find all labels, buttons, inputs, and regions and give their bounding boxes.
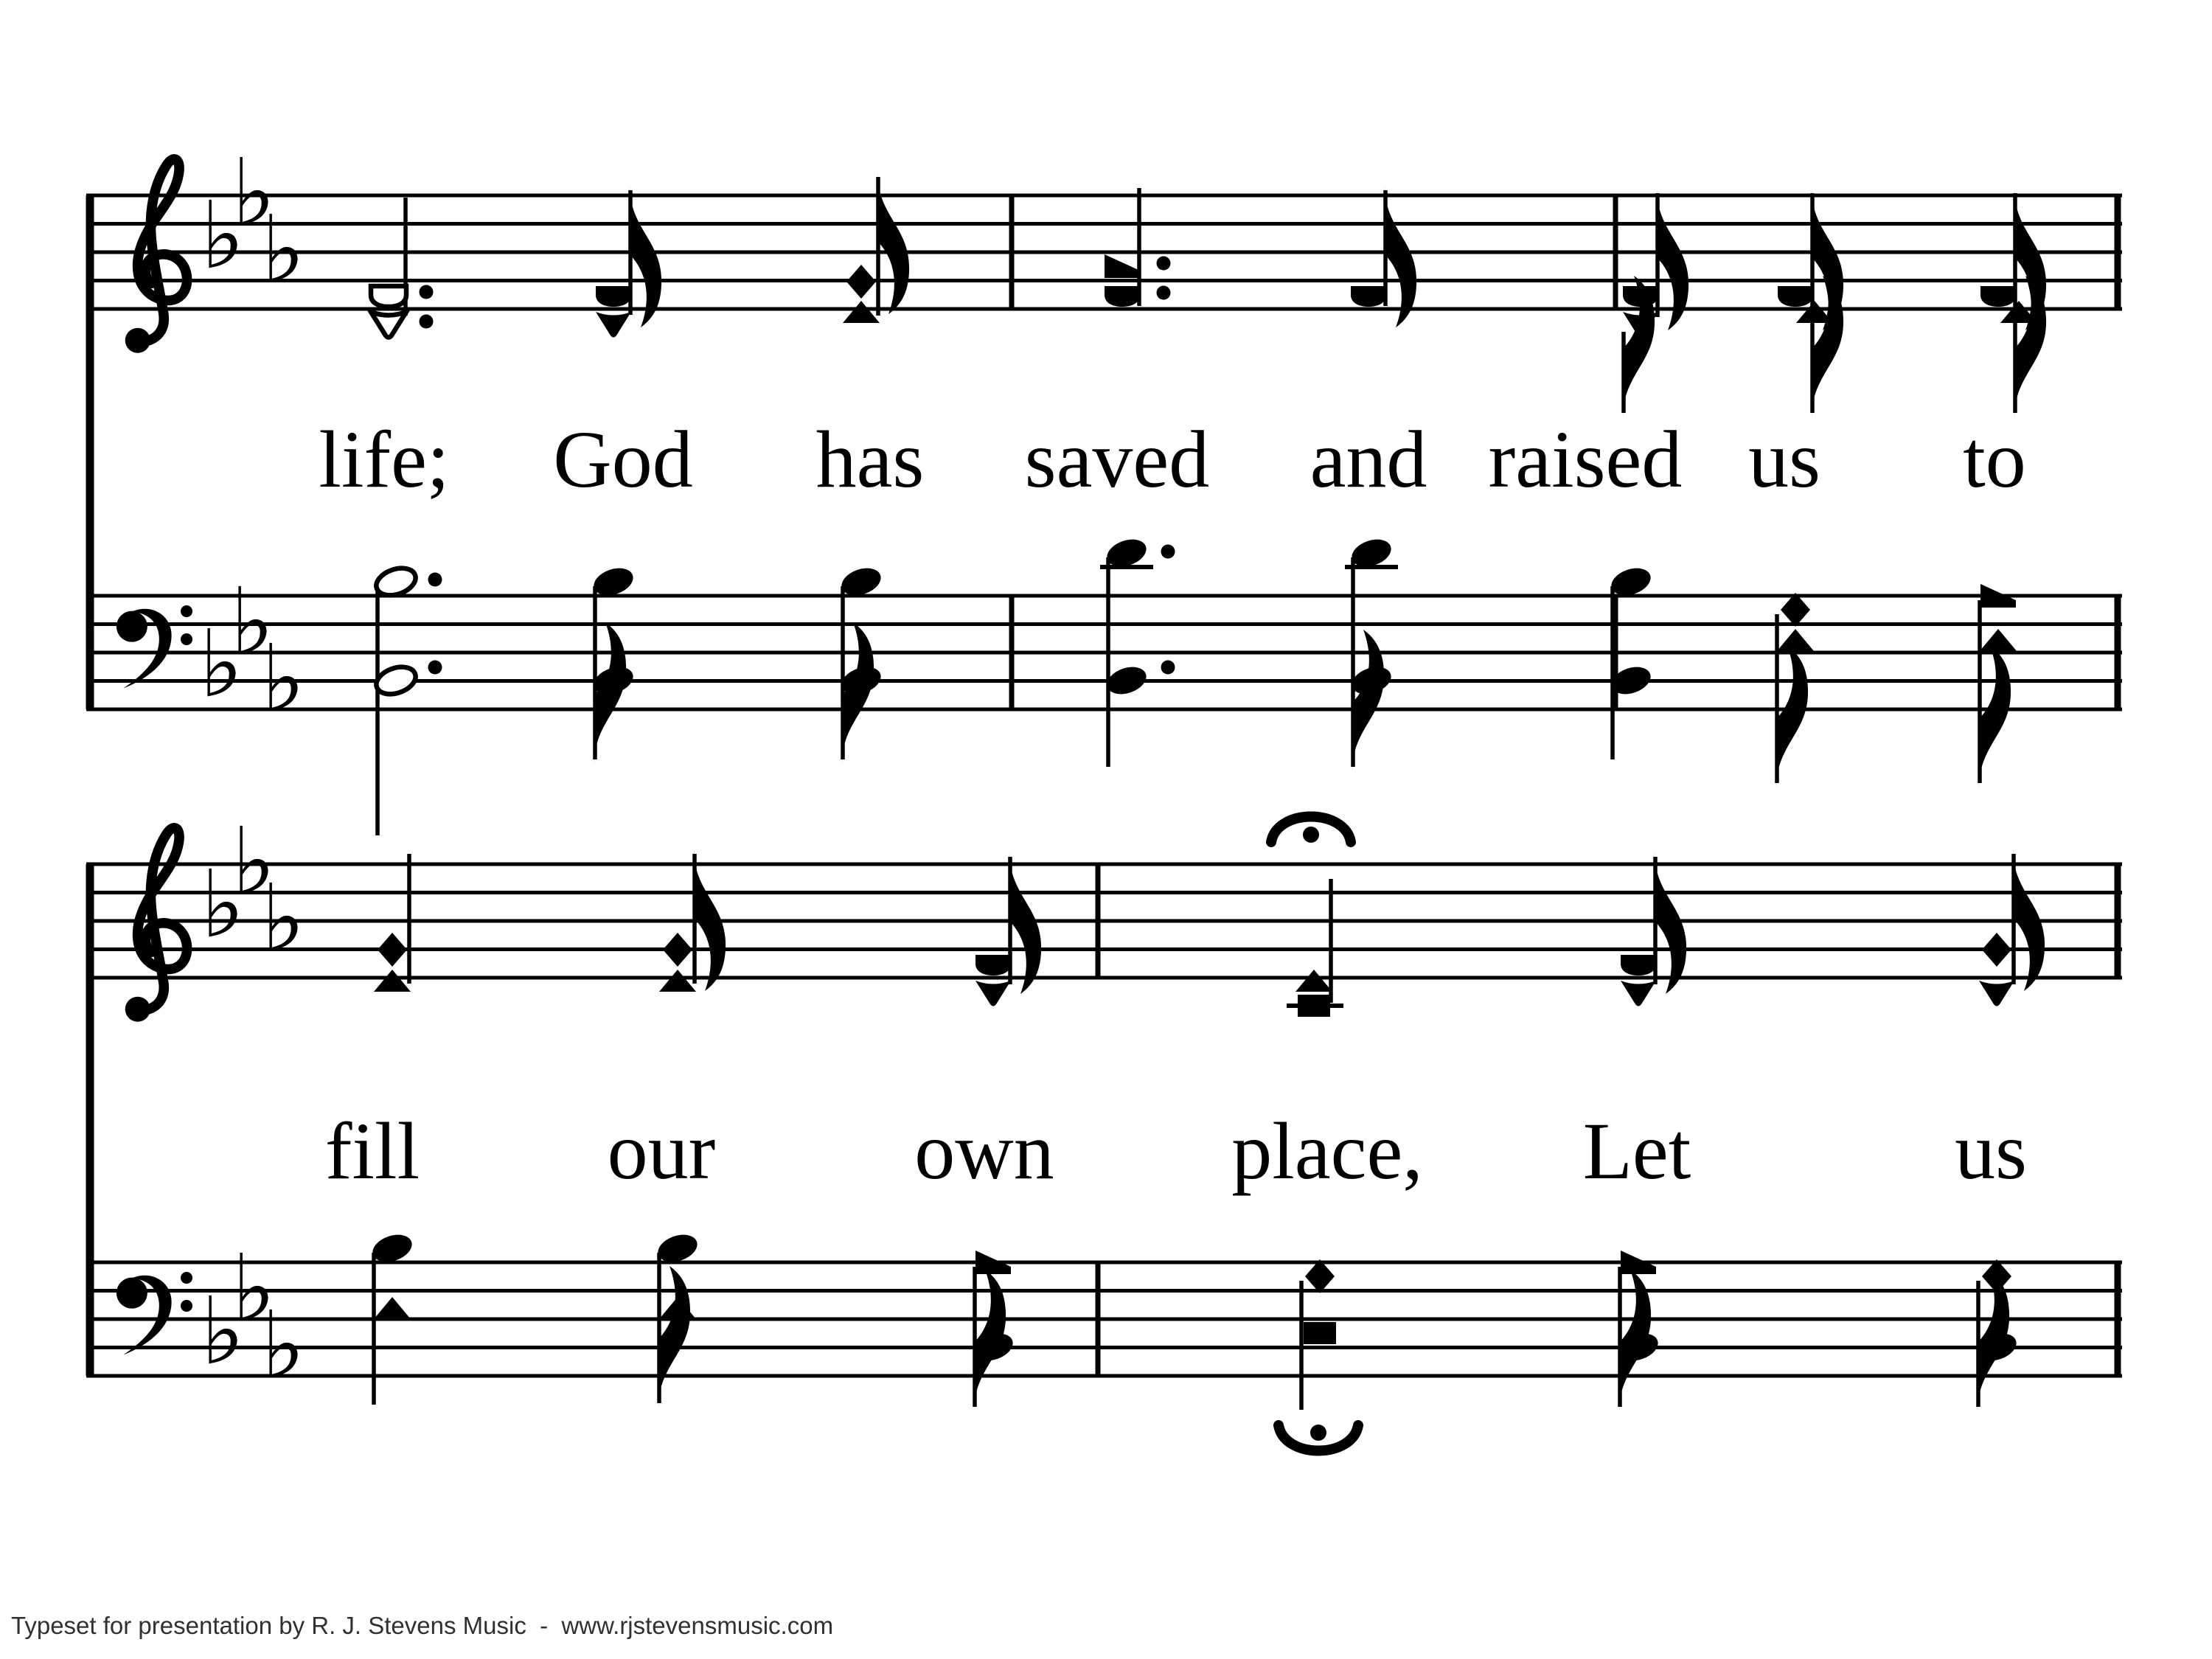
lyric-word: and — [1310, 414, 1427, 504]
bass-clef-icon — [116, 1278, 147, 1309]
eighth-flag — [1384, 186, 1416, 327]
augmentation-dot — [428, 573, 442, 587]
treble-clef-icon — [125, 997, 150, 1022]
footer-credit: Typeset for presentation by R. J. Stevens Music - www.rjstevensmusic.com — [11, 1612, 834, 1639]
lyric-word: to — [1963, 414, 2026, 504]
fermata-dot — [1310, 1425, 1326, 1441]
note-head-triangle — [1295, 970, 1332, 992]
eighth-flag — [2014, 276, 2046, 417]
note-head-cone — [1621, 981, 1656, 1006]
augmentation-dot — [1157, 257, 1171, 271]
note-head-cup — [1105, 286, 1140, 307]
flat-icon: ♭ — [261, 195, 305, 304]
note-head-diamond — [663, 933, 692, 967]
note-head-oval — [841, 568, 880, 596]
note-head-cone — [596, 312, 631, 338]
note-head-cone — [975, 981, 1011, 1006]
note-head-triangle — [843, 301, 880, 323]
note-head-oval-open — [376, 667, 415, 695]
lyric-word: us — [1955, 1106, 2027, 1196]
flat-icon: ♭ — [261, 864, 305, 973]
note-head-oval — [1107, 540, 1146, 567]
note-head-diamond — [1781, 593, 1810, 627]
flat-icon: ♭ — [232, 139, 276, 247]
lyric-word: God — [553, 414, 693, 504]
lyric-word: life; — [319, 414, 450, 504]
augmentation-dot — [1161, 545, 1175, 559]
note-head-square — [1304, 1322, 1336, 1344]
note-head-oval — [1352, 540, 1391, 567]
eighth-flag — [1775, 646, 1808, 787]
flat-icon: ♭ — [230, 568, 274, 676]
note-head-cup — [1351, 286, 1386, 307]
fermata-dot — [1303, 827, 1319, 843]
note-head-diamond — [846, 265, 876, 299]
eighth-flag — [2012, 849, 2045, 991]
flat-icon: ♭ — [232, 807, 276, 916]
note-head-cup — [1980, 286, 2016, 307]
note-head-diamond — [1305, 1259, 1335, 1293]
note-head-fa — [1105, 254, 1140, 278]
note-head-cup — [975, 955, 1011, 975]
flat-icon: ♭ — [199, 610, 243, 718]
note-head-oval — [1107, 667, 1146, 695]
lyric-word: us — [1748, 414, 1820, 504]
flat-icon: ♭ — [201, 181, 245, 290]
treble-clef-icon — [125, 328, 150, 353]
note-head-triangle — [374, 1297, 411, 1319]
flat-icon: ♭ — [201, 850, 245, 959]
note-head-cup — [596, 286, 631, 307]
note-head-cone-open — [371, 312, 406, 338]
note-head-cone — [1979, 981, 2014, 1006]
eighth-flag — [1811, 276, 1843, 417]
eighth-flag — [1009, 852, 1041, 994]
note-head-oval — [372, 1235, 411, 1262]
note-head-triangle — [1777, 629, 1814, 651]
note-head-triangle — [659, 970, 696, 992]
note-head-diamond — [378, 933, 407, 967]
note-head-oval — [658, 1235, 697, 1262]
eighth-flag — [594, 622, 626, 764]
flat-icon: ♭ — [232, 1234, 276, 1343]
augmentation-dot — [1157, 286, 1171, 300]
note-head-cup — [1778, 286, 1813, 307]
eighth-flag — [693, 849, 726, 991]
note-head-square — [1298, 995, 1330, 1017]
augmentation-dot — [420, 315, 434, 329]
lyric-word: fill — [324, 1106, 420, 1196]
note-head-oval — [1611, 568, 1650, 596]
note-head-oval-open — [376, 568, 415, 596]
lyric-word: own — [914, 1106, 1054, 1196]
note-head-cup — [1621, 955, 1656, 975]
eighth-flag — [1978, 646, 2011, 787]
lyric-word: has — [815, 414, 925, 504]
note-head-oval — [594, 568, 633, 596]
augmentation-dot — [428, 661, 442, 675]
flat-icon: ♭ — [261, 1291, 305, 1399]
bass-clef-dot — [181, 1272, 192, 1284]
note-head-cup-open — [371, 286, 406, 307]
flat-icon: ♭ — [261, 625, 305, 733]
note-head-triangle — [374, 970, 411, 992]
augmentation-dot — [1161, 661, 1175, 675]
note-head-triangle — [1980, 629, 2017, 651]
eighth-flag — [841, 622, 874, 764]
lyric-word: place, — [1231, 1106, 1423, 1196]
lyric-word: Let — [1582, 1106, 1691, 1196]
bass-clef-dot — [181, 633, 192, 645]
augmentation-dot — [420, 285, 434, 299]
lyric-word: our — [607, 1106, 716, 1196]
eighth-flag — [1654, 852, 1686, 994]
bass-clef-dot — [181, 1300, 192, 1312]
bass-clef-dot — [181, 605, 192, 617]
bass-clef-icon — [116, 611, 147, 642]
lyric-word: raised — [1488, 414, 1683, 504]
eighth-flag — [629, 186, 661, 327]
lyric-word: saved — [1024, 414, 1210, 504]
flat-icon: ♭ — [201, 1277, 245, 1385]
eighth-flag — [658, 1266, 690, 1408]
note-head-diamond — [1982, 933, 2011, 967]
